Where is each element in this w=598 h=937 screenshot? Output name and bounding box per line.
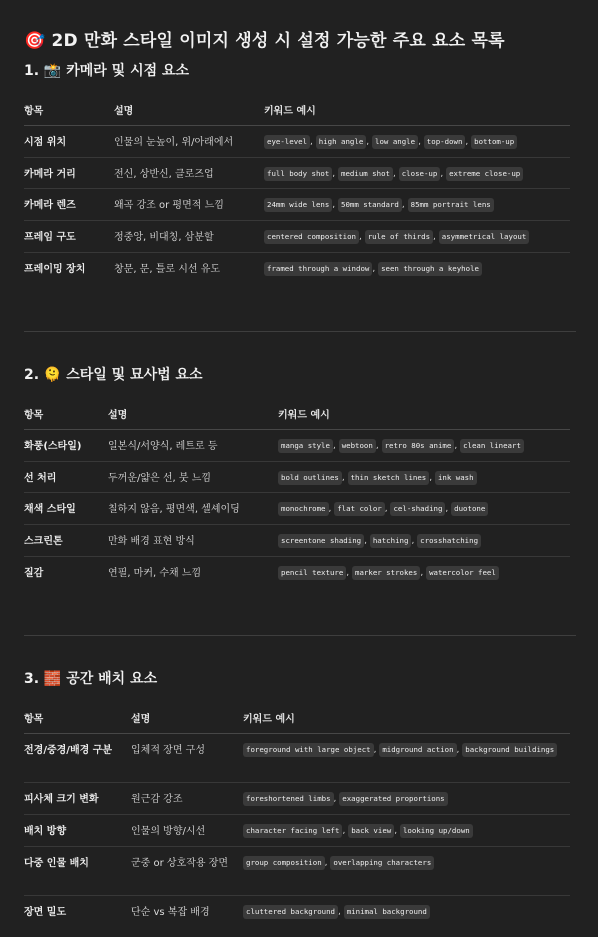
keyword-list bbox=[278, 557, 570, 581]
keyword-chip: duotone bbox=[451, 502, 488, 516]
keyword-chip: overlapping characters bbox=[330, 856, 434, 870]
keywords-cell bbox=[264, 189, 570, 221]
keyword-chip: full body shot bbox=[264, 167, 332, 181]
table-row bbox=[24, 525, 570, 557]
comma-separator: , bbox=[364, 536, 370, 546]
table-row bbox=[24, 557, 570, 590]
table-row bbox=[24, 783, 570, 815]
item-cell bbox=[24, 525, 108, 557]
keyword-chip: screentone shading bbox=[278, 534, 364, 548]
item-name: 피사체 크기 변화 bbox=[24, 794, 99, 805]
description-cell bbox=[131, 734, 243, 783]
keyword-table bbox=[24, 710, 570, 929]
divider bbox=[24, 331, 576, 332]
table-row bbox=[24, 815, 570, 847]
column-header: 키워드 예시 bbox=[243, 710, 570, 734]
keyword-chip: rule of thirds bbox=[365, 230, 433, 244]
keyword-chip: 50mm standard bbox=[338, 198, 402, 212]
comma-separator: , bbox=[375, 441, 382, 451]
keyword-chip: cluttered background bbox=[243, 905, 338, 919]
keyword-chip: 24mm wide lens bbox=[264, 198, 332, 212]
comma-separator: , bbox=[338, 907, 344, 917]
keyword-chip: ink wash bbox=[435, 471, 477, 485]
column-header: 항목 bbox=[24, 406, 108, 430]
item-description: 일본식/서양식, 레트로 등 bbox=[108, 441, 218, 452]
item-cell bbox=[24, 126, 114, 158]
item-name: 선 처리 bbox=[24, 473, 57, 484]
item-description: 입체적 장면 구성 bbox=[131, 745, 205, 756]
keyword-chip: marker strokes bbox=[352, 566, 420, 580]
keyword-chip: 85mm portrait lens bbox=[408, 198, 494, 212]
comma-separator: , bbox=[418, 137, 424, 147]
keyword-chip: monochrome bbox=[278, 502, 329, 516]
keywords-cell bbox=[243, 734, 570, 783]
description-cell bbox=[114, 221, 264, 253]
item-cell bbox=[24, 815, 131, 847]
keywords-cell bbox=[264, 126, 570, 158]
keyword-chip: manga style bbox=[278, 439, 333, 453]
item-description: 왜곡 강조 or 평면적 느낌 bbox=[114, 200, 224, 211]
comma-separator: , bbox=[401, 200, 408, 210]
comma-separator: , bbox=[411, 536, 418, 546]
keyword-chip: centered composition bbox=[264, 230, 359, 244]
description-cell bbox=[114, 189, 264, 221]
item-cell bbox=[24, 462, 108, 493]
keyword-list bbox=[243, 734, 570, 758]
section-heading: 2. 🫠 스타일 및 묘사법 요소 bbox=[24, 367, 203, 383]
keyword-table bbox=[24, 406, 570, 590]
comma-separator: , bbox=[372, 264, 379, 274]
keywords-cell bbox=[243, 847, 570, 896]
keyword-chip: flat color bbox=[334, 502, 385, 516]
section-heading: 1. 📸 카메라 및 시점 요소 bbox=[24, 63, 190, 79]
description-cell bbox=[131, 783, 243, 815]
keyword-chip: exaggerated proportions bbox=[339, 792, 447, 806]
comma-separator: , bbox=[384, 504, 391, 514]
table-header-row bbox=[24, 102, 570, 126]
column-header: 키워드 예시 bbox=[264, 102, 570, 126]
table-row bbox=[24, 734, 570, 783]
item-name: 화풍(스타일) bbox=[24, 441, 82, 452]
keyword-chip: looking up/down bbox=[400, 824, 473, 838]
keywords-cell bbox=[264, 253, 570, 286]
keyword-list bbox=[264, 126, 570, 150]
comma-separator: , bbox=[429, 473, 435, 483]
keyword-list bbox=[264, 189, 570, 213]
item-cell bbox=[24, 253, 114, 286]
table-header-row bbox=[24, 710, 570, 734]
item-description: 전신, 상반신, 클로즈업 bbox=[114, 169, 214, 180]
keyword-list bbox=[243, 847, 570, 871]
description-cell bbox=[108, 557, 278, 590]
keyword-chip: background buildings bbox=[462, 743, 557, 757]
comma-separator: , bbox=[394, 826, 400, 836]
comma-separator: , bbox=[420, 568, 427, 578]
keyword-list bbox=[278, 430, 570, 454]
description-cell bbox=[108, 493, 278, 525]
keyword-chip: asymmetrical layout bbox=[439, 230, 530, 244]
keyword-chip: foreground with large object bbox=[243, 743, 374, 757]
keyword-chip: eye-level bbox=[264, 135, 310, 149]
keyword-chip: watercolor feel bbox=[426, 566, 499, 580]
keyword-chip: midground action bbox=[379, 743, 456, 757]
item-name: 프레임 구도 bbox=[24, 232, 76, 243]
item-cell bbox=[24, 493, 108, 525]
comma-separator: , bbox=[454, 441, 461, 451]
keyword-list bbox=[264, 158, 570, 182]
keyword-chip: hatching bbox=[370, 534, 412, 548]
keywords-cell bbox=[264, 158, 570, 189]
item-cell bbox=[24, 896, 131, 929]
keyword-chip: crosshatching bbox=[417, 534, 481, 548]
keywords-cell bbox=[278, 430, 570, 462]
keyword-list bbox=[264, 253, 570, 277]
keyword-chip: character facing left bbox=[243, 824, 342, 838]
keyword-chip: bottom-up bbox=[471, 135, 517, 149]
item-description: 군중 or 상호작용 장면 bbox=[131, 858, 229, 869]
table-row bbox=[24, 430, 570, 462]
item-description: 원근감 강조 bbox=[131, 794, 183, 805]
section-layout bbox=[24, 668, 570, 929]
keyword-table bbox=[24, 102, 570, 286]
table-row bbox=[24, 896, 570, 929]
keywords-cell bbox=[243, 783, 570, 815]
comma-separator: , bbox=[433, 232, 439, 242]
keywords-cell bbox=[278, 525, 570, 557]
page-title: 🎯 2D 만화 스타일 이미지 생성 시 설정 가능한 주요 요소 목록 bbox=[24, 31, 505, 51]
description-cell bbox=[114, 126, 264, 158]
item-description: 단순 vs 복잡 배경 bbox=[131, 907, 210, 918]
item-cell bbox=[24, 557, 108, 590]
column-header: 항목 bbox=[24, 710, 131, 734]
section-style bbox=[24, 364, 570, 590]
item-name: 질감 bbox=[24, 568, 44, 579]
keyword-chip: close-up bbox=[399, 167, 441, 181]
keyword-chip: clean lineart bbox=[460, 439, 524, 453]
comma-separator: , bbox=[359, 232, 365, 242]
column-header: 키워드 예시 bbox=[278, 406, 570, 430]
keyword-chip: extreme close-up bbox=[446, 167, 523, 181]
item-cell bbox=[24, 430, 108, 462]
keywords-cell bbox=[278, 462, 570, 493]
comma-separator: , bbox=[333, 794, 340, 804]
keyword-chip: top-down bbox=[424, 135, 466, 149]
keyword-list bbox=[243, 815, 570, 839]
comma-separator: , bbox=[392, 169, 399, 179]
description-cell bbox=[108, 462, 278, 493]
table-row bbox=[24, 847, 570, 896]
item-name: 다중 인물 배치 bbox=[24, 858, 89, 869]
keywords-cell bbox=[278, 493, 570, 525]
description-cell bbox=[108, 525, 278, 557]
section-heading: 3. 🧱 공간 배치 요소 bbox=[24, 671, 158, 687]
keyword-chip: thin sketch lines bbox=[348, 471, 430, 485]
keyword-chip: medium shot bbox=[338, 167, 393, 181]
comma-separator: , bbox=[346, 568, 353, 578]
column-header: 항목 bbox=[24, 102, 114, 126]
item-description: 인물의 방향/시선 bbox=[131, 826, 206, 837]
keyword-chip: bold outlines bbox=[278, 471, 342, 485]
description-cell bbox=[131, 847, 243, 896]
table-row bbox=[24, 493, 570, 525]
item-name: 카메라 렌즈 bbox=[24, 200, 76, 211]
comma-separator: , bbox=[456, 745, 463, 755]
item-cell bbox=[24, 189, 114, 221]
item-cell bbox=[24, 783, 131, 815]
description-cell bbox=[131, 896, 243, 929]
comma-separator: , bbox=[445, 504, 452, 514]
table-row bbox=[24, 158, 570, 189]
comma-separator: , bbox=[465, 137, 472, 147]
keyword-list bbox=[278, 525, 570, 549]
item-name: 채색 스타일 bbox=[24, 504, 76, 515]
item-description: 창문, 문, 틀로 시선 유도 bbox=[114, 264, 221, 275]
comma-separator: , bbox=[366, 137, 373, 147]
item-name: 배치 방향 bbox=[24, 826, 67, 837]
comma-separator: , bbox=[440, 169, 447, 179]
comma-separator: , bbox=[332, 441, 339, 451]
table-row bbox=[24, 221, 570, 253]
keyword-chip: back view bbox=[348, 824, 394, 838]
keyword-chip: high angle bbox=[316, 135, 367, 149]
comma-separator: , bbox=[328, 504, 335, 514]
comma-separator: , bbox=[341, 473, 348, 483]
keyword-chip: minimal background bbox=[344, 905, 430, 919]
item-cell bbox=[24, 734, 131, 783]
item-name: 시점 위치 bbox=[24, 137, 67, 148]
keyword-list bbox=[278, 462, 570, 486]
keyword-list bbox=[243, 896, 570, 920]
item-description: 인물의 눈높이, 위/아래에서 bbox=[114, 137, 234, 148]
description-cell bbox=[114, 158, 264, 189]
keyword-chip: low angle bbox=[372, 135, 418, 149]
comma-separator: , bbox=[332, 200, 339, 210]
comma-separator: , bbox=[342, 826, 349, 836]
keyword-chip: framed through a window bbox=[264, 262, 372, 276]
keywords-cell bbox=[264, 221, 570, 253]
table-row bbox=[24, 189, 570, 221]
item-description: 두꺼운/얇은 선, 붓 느낌 bbox=[108, 473, 212, 484]
item-cell bbox=[24, 158, 114, 189]
column-header: 설명 bbox=[114, 102, 264, 126]
keywords-cell bbox=[278, 557, 570, 590]
keyword-chip: foreshortened limbs bbox=[243, 792, 334, 806]
column-header: 설명 bbox=[131, 710, 243, 734]
column-header: 설명 bbox=[108, 406, 278, 430]
keyword-chip: cel-shading bbox=[390, 502, 445, 516]
keywords-cell bbox=[243, 896, 570, 929]
item-name: 장면 밀도 bbox=[24, 907, 67, 918]
keyword-chip: webtoon bbox=[339, 439, 376, 453]
table-row bbox=[24, 253, 570, 286]
item-name: 전경/중경/배경 구분 bbox=[24, 745, 113, 756]
table-header-row bbox=[24, 406, 570, 430]
item-name: 카메라 거리 bbox=[24, 169, 76, 180]
keywords-cell bbox=[243, 815, 570, 847]
item-description: 칠하지 않음, 평면색, 셀셰이딩 bbox=[108, 504, 240, 515]
keyword-chip: pencil texture bbox=[278, 566, 346, 580]
keyword-chip: group composition bbox=[243, 856, 325, 870]
item-description: 연필, 마커, 수채 느낌 bbox=[108, 568, 202, 579]
item-cell bbox=[24, 847, 131, 896]
description-cell bbox=[131, 815, 243, 847]
keyword-list bbox=[264, 221, 570, 245]
description-cell bbox=[108, 430, 278, 462]
item-cell bbox=[24, 221, 114, 253]
section-camera bbox=[24, 60, 570, 286]
keyword-list bbox=[278, 493, 570, 517]
description-cell bbox=[114, 253, 264, 286]
item-description: 만화 배경 표현 방식 bbox=[108, 536, 195, 547]
table-row bbox=[24, 126, 570, 158]
comma-separator: , bbox=[332, 169, 339, 179]
comma-separator: , bbox=[310, 137, 316, 147]
item-description: 정중앙, 비대칭, 삼분할 bbox=[114, 232, 214, 243]
keyword-chip: retro 80s anime bbox=[382, 439, 455, 453]
comma-separator: , bbox=[324, 858, 331, 868]
item-name: 스크린톤 bbox=[24, 536, 63, 547]
table-row bbox=[24, 462, 570, 493]
comma-separator: , bbox=[373, 745, 380, 755]
keyword-list bbox=[243, 783, 570, 807]
divider bbox=[24, 635, 576, 636]
keyword-chip: seen through a keyhole bbox=[378, 262, 482, 276]
item-name: 프레이밍 장치 bbox=[24, 264, 86, 275]
